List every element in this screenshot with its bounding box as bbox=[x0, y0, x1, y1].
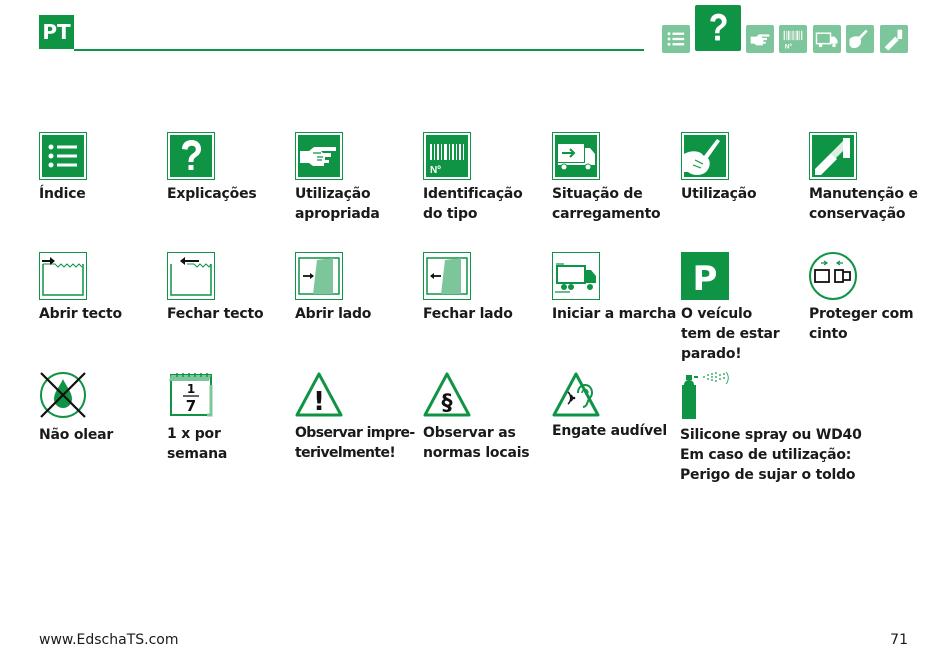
warning-glyph: ! bbox=[313, 387, 325, 417]
start-driving-icon bbox=[552, 252, 600, 300]
item-no-oil bbox=[39, 371, 113, 445]
section-warning-icon bbox=[423, 371, 471, 419]
calendar-bottom-glyph: 7 bbox=[185, 397, 197, 415]
item-label: Iniciar a marcha bbox=[552, 306, 677, 322]
calendar-icon bbox=[167, 371, 215, 419]
parking-glyph: P bbox=[692, 259, 718, 299]
item-label: Abrir lado bbox=[295, 306, 372, 322]
nav-question-icon[interactable] bbox=[695, 5, 741, 51]
close-roof-icon bbox=[167, 252, 215, 300]
item-label: Observar as normas locais bbox=[423, 425, 530, 461]
question-icon bbox=[167, 132, 215, 180]
maintenance-icon bbox=[809, 132, 857, 180]
header-rule bbox=[74, 49, 644, 51]
item-close-roof bbox=[167, 252, 263, 324]
item-use bbox=[681, 132, 756, 204]
no-oil-icon bbox=[39, 371, 87, 419]
item-maintenance bbox=[809, 132, 918, 224]
item-vehicle-parked bbox=[681, 252, 780, 364]
item-index bbox=[39, 132, 87, 204]
item-label: Não olear bbox=[39, 427, 114, 443]
item-label: Manutenção e conservação bbox=[809, 186, 918, 222]
parking-icon bbox=[681, 252, 729, 300]
item-label: 1 x por semana bbox=[167, 426, 228, 462]
nav-hand-icon[interactable] bbox=[746, 25, 774, 53]
nav-barcode-icon[interactable] bbox=[779, 25, 807, 53]
section-glyph: § bbox=[441, 391, 453, 416]
footer-url[interactable]: www.EdschaTS.com bbox=[39, 632, 179, 648]
item-proper-use bbox=[295, 132, 380, 224]
svg-text:Nº: Nº bbox=[784, 43, 792, 51]
item-label: Fechar lado bbox=[423, 306, 513, 322]
item-label: Observar impre- terivelmente! bbox=[295, 425, 415, 461]
open-side-icon bbox=[295, 252, 343, 300]
item-type-identification bbox=[423, 132, 523, 224]
item-close-side bbox=[423, 252, 513, 324]
nav-truck-icon[interactable] bbox=[813, 25, 841, 53]
item-open-side bbox=[295, 252, 371, 324]
pointing-hand-icon bbox=[295, 132, 343, 180]
truck-loading-icon bbox=[552, 132, 600, 180]
language-badge: PT bbox=[39, 15, 74, 49]
audible-engage-icon bbox=[552, 371, 600, 419]
item-label: Situação de carregamento bbox=[552, 186, 661, 222]
warning-icon bbox=[295, 371, 343, 419]
item-label: Índice bbox=[39, 186, 86, 202]
close-side-icon bbox=[423, 252, 471, 300]
nav-maintenance-icon[interactable] bbox=[880, 25, 908, 53]
spray-can-icon bbox=[680, 371, 732, 419]
item-label: Utilização apropriada bbox=[295, 186, 380, 222]
page-number: 71 bbox=[890, 632, 908, 648]
item-label: Fechar tecto bbox=[167, 306, 264, 322]
item-label: Abrir tecto bbox=[39, 306, 122, 322]
svg-text:Nº: Nº bbox=[430, 165, 441, 176]
item-explanations bbox=[167, 132, 257, 204]
barcode-icon bbox=[423, 132, 471, 180]
item-audible-engage bbox=[552, 371, 667, 441]
calendar-top-glyph: 1 bbox=[186, 382, 196, 396]
item-local-norms bbox=[423, 371, 529, 463]
hand-tool-icon bbox=[681, 132, 729, 180]
belt-icon bbox=[809, 252, 857, 300]
nav-handtool-icon[interactable] bbox=[846, 25, 874, 53]
item-label: Explicações bbox=[167, 186, 257, 202]
nav-list-icon[interactable] bbox=[662, 25, 690, 53]
open-roof-icon bbox=[39, 252, 87, 300]
item-silicone-spray bbox=[680, 371, 862, 485]
item-protect-belt bbox=[809, 252, 913, 344]
item-label: Proteger com cinto bbox=[809, 306, 914, 342]
item-loading-situation bbox=[552, 132, 660, 224]
item-observe bbox=[295, 371, 415, 463]
item-open-roof bbox=[39, 252, 122, 324]
item-start-driving bbox=[552, 252, 676, 324]
item-label: O veículo tem de estar parado! bbox=[681, 306, 780, 362]
item-label: Silicone spray ou WD40 Em caso de utilização: Perigo de sujar o toldo bbox=[680, 427, 862, 483]
item-label: Engate audível bbox=[552, 423, 667, 439]
item-label: Identificação do tipo bbox=[423, 186, 523, 222]
list-icon bbox=[39, 132, 87, 180]
item-label: Utilização bbox=[681, 186, 757, 202]
item-weekly bbox=[167, 371, 227, 464]
